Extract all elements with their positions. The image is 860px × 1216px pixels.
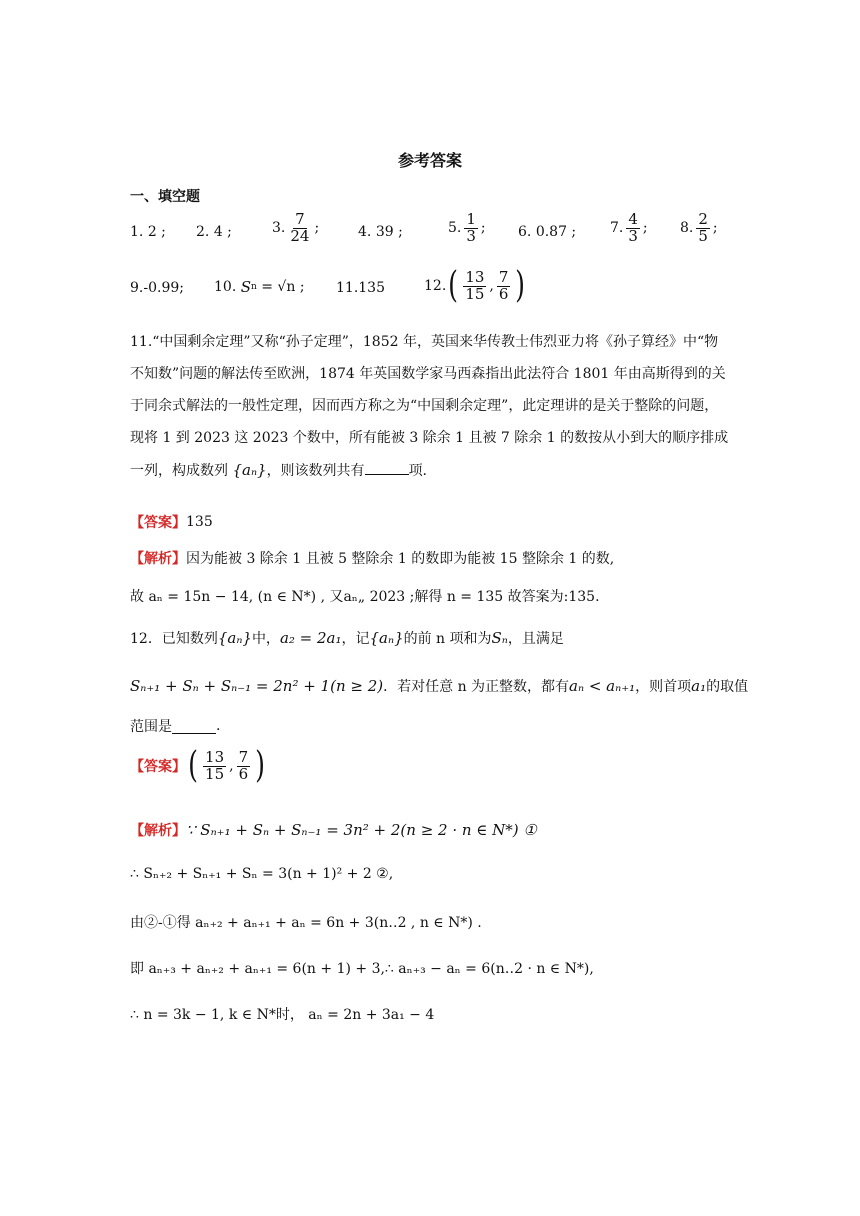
answer-11: 11.135 — [336, 280, 385, 296]
answer-2: 2. 4 ; — [196, 224, 232, 240]
fraction: $\frac{7}{24}$ — [290, 210, 310, 245]
question-12-line1: 12．已知数列 {aₙ} 中， a₂ = 2a₁ ，记 {aₙ} 的前 n 项和为 Sₙ ，且满足 — [130, 629, 564, 647]
page-title: 参考答案 — [397, 151, 462, 170]
answer-12-block: 【答案】 ( $\frac{13}{15}$ , $\frac{7}{6}$ ) — [130, 745, 266, 786]
answer-7: 7. $\frac{4}{3}$ ; — [610, 210, 648, 245]
answer-3: 3. $\frac{7}{24}$ ; — [272, 210, 320, 245]
fraction: $\frac{7}{6}$ — [238, 747, 249, 783]
analysis-12-line4: 即 aₙ₊₃ + aₙ₊₂ + aₙ₊₁ = 6(n + 1) + 3,∴ aₙ₊₃ − aₙ = 6(n‥2 · n ∈ N*), — [130, 961, 594, 977]
fraction: $\frac{7}{6}$ — [498, 267, 509, 303]
answer-4: 4. 39 ; — [358, 224, 403, 240]
answer-5: 5. $\frac{1}{3}$ ; — [448, 210, 486, 245]
question-12-line3: 范围是 . — [130, 718, 221, 735]
fraction: $\frac{4}{3}$ — [628, 210, 638, 245]
answer-10: 10. S n = √n ; — [214, 278, 305, 296]
fraction: $\frac{1}{3}$ — [466, 210, 476, 245]
fraction: $\frac{2}{5}$ — [698, 210, 708, 245]
analysis-12-line1: 【解析】 ∵ Sₙ₊₁ + Sₙ + Sₙ₋₁ = 3n² + 2(n ≥ 2 · n ∈ N*) ① — [130, 821, 537, 839]
analysis-11-line2: 故 aₙ = 15n − 14, (n ∈ N*) , 又aₙ„ 2023 ;解得 n = 135 故答案为:135. — [130, 589, 600, 605]
fraction: $\frac{13}{15}$ — [465, 267, 485, 303]
question-12-line2: Sₙ₊₁ + Sₙ + Sₙ₋₁ = 2n² + 1(n ≥ 2) ．若对任意 n 为正整数，都有 aₙ < aₙ₊₁ ，则首项 a₁ 的取值 — [130, 677, 749, 695]
analysis-12-line2: ∴ Sₙ₊₂ + Sₙ₊₁ + Sₙ = 3(n + 1)² + 2 ②, — [130, 866, 394, 882]
section-heading: 一、填空题 — [130, 189, 200, 205]
answer-6: 6. 0.87 ; — [518, 224, 577, 240]
fraction: $\frac{13}{15}$ — [205, 747, 225, 783]
question-11: 11.“中国剩余定理”又称“孙子定理”，1852 年，英国来华传教士伟烈亚力将《孙子算经》中“物不知数”问题的解法传至欧洲，1874 年英国数学家马西森指出此法符合 1801 年由高斯得到的关于同余式解法的一般性定理，因而西方称之为“中国剩余定理”，此定理讲的是关于整除的问题，现将 1 到 2023 这 2023 个数中，所有能被 3 除余 1 且被 7 除余 1 的数按从小到大的顺序排成一列，构成数列 {aₙ}，则该数列共有 项. — [130, 334, 729, 479]
answer-11-block: 【答案】 135 — [130, 514, 213, 531]
answer-1: 1. 2 ; — [130, 224, 166, 240]
analysis-11-line1: 【解析】 因为能被 3 除余 1 且被 5 整除余 1 的数即为能被 15 整除余 1 的数, — [130, 551, 615, 567]
analysis-12-line5: ∴ n = 3k − 1, k ∈ N*时， aₙ = 2n + 3a₁ − 4 — [130, 1007, 435, 1023]
answer-8: 8. $\frac{2}{5}$ ; — [680, 210, 718, 245]
answer-12: 12. ( $\frac{13}{15}$ , $\frac{7}{6}$ ) — [424, 265, 526, 306]
analysis-12-line3: 由②-①得 aₙ₊₂ + aₙ₊₁ + aₙ = 6n + 3(n‥2 , n ∈ N*) . — [130, 915, 482, 931]
answer-9: 9.-0.99; — [130, 280, 184, 296]
